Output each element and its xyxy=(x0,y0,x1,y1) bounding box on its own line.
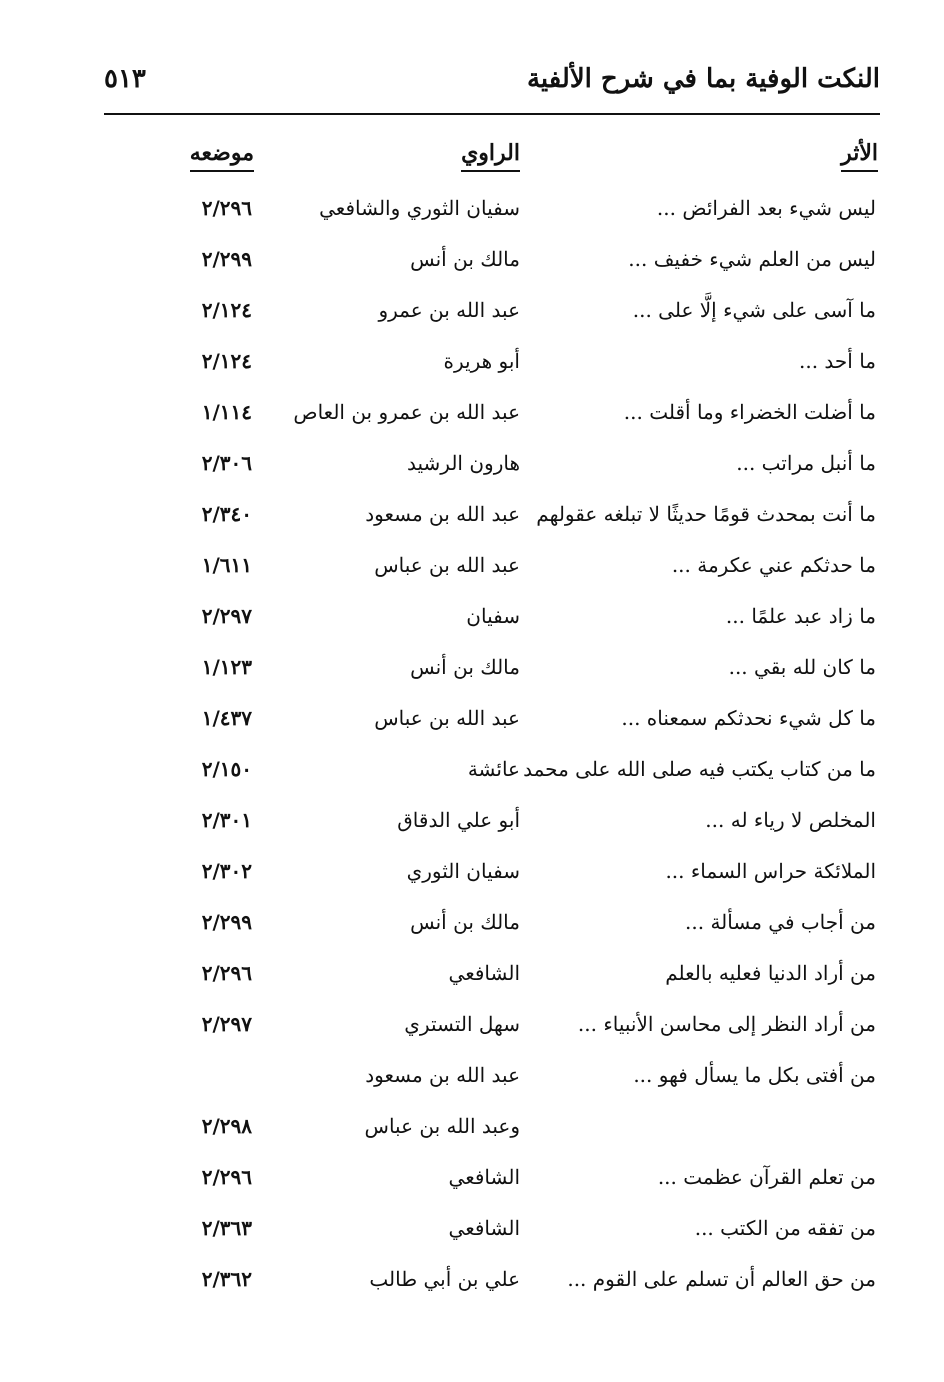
rawi-cell: سفيان xyxy=(466,604,520,628)
athar-cell: ما زاد عبد علمًا ... xyxy=(725,604,876,628)
athar-cell: ليس من العلم شيء خفيف ... xyxy=(628,247,876,271)
column-header-rawi: الراوي xyxy=(461,140,520,172)
rawi-cell: عبد الله بن عمرو بن العاص xyxy=(293,400,520,424)
mawdi-cell: ٢/٣٠١ xyxy=(201,808,252,832)
mawdi-cell: ١/٤٣٧ xyxy=(201,706,252,730)
table-row xyxy=(0,596,944,647)
athar-cell: من أفتى بكل ما يسأل فهو ... xyxy=(633,1063,876,1087)
rawi-cell: سفيان الثوري xyxy=(406,859,520,883)
running-title: النكت الوفية بما في شرح الألفية xyxy=(526,64,880,94)
rawi-cell: عبد الله بن عباس xyxy=(374,706,520,730)
rawi-cell: مالك بن أنس xyxy=(410,910,520,934)
table-row xyxy=(0,1004,944,1055)
rawi-cell: مالك بن أنس xyxy=(410,247,520,271)
rawi-cell: الشافعي xyxy=(448,1165,520,1189)
table-row xyxy=(0,1055,944,1106)
rawi-cell: عائشة xyxy=(467,757,520,781)
table-body xyxy=(0,188,944,1310)
table-row xyxy=(0,902,944,953)
table-row xyxy=(0,698,944,749)
athar-cell: ما من كتاب يكتب فيه صلى الله على محمد xyxy=(523,757,876,781)
table-row xyxy=(0,1157,944,1208)
rawi-cell: الشافعي xyxy=(448,1216,520,1240)
rawi-cell: عبد الله بن عباس xyxy=(374,553,520,577)
table-row xyxy=(0,1208,944,1259)
table-row xyxy=(0,188,944,239)
athar-cell: ما حدثكم عني عكرمة ... xyxy=(671,553,876,577)
table-row xyxy=(0,239,944,290)
mawdi-cell: ١/١١٤ xyxy=(201,400,252,424)
column-header-athar: الأثر xyxy=(841,140,878,172)
page-header xyxy=(104,64,880,112)
rawi-cell: مالك بن أنس xyxy=(410,655,520,679)
mawdi-cell: ٢/٢٩٩ xyxy=(201,247,252,271)
mawdi-cell: ٢/٣٠٦ xyxy=(201,451,252,475)
table-row xyxy=(0,545,944,596)
mawdi-cell: ٢/٢٩٨ xyxy=(201,1114,252,1138)
mawdi-cell: ٢/٣٦٣ xyxy=(201,1216,252,1240)
table-row xyxy=(0,749,944,800)
rawi-cell: سفيان الثوري والشافعي xyxy=(319,196,520,220)
athar-cell: ليس شيء بعد الفرائض ... xyxy=(656,196,876,220)
rawi-cell: سهل التستري xyxy=(404,1012,520,1036)
athar-cell: ما آسى على شيء إلَّا على ... xyxy=(632,298,876,322)
athar-cell: من تفقه من الكتب ... xyxy=(694,1216,876,1240)
athar-cell: الملائكة حراس السماء ... xyxy=(665,859,876,883)
mawdi-cell: ٢/١٢٤ xyxy=(201,298,252,322)
table-row xyxy=(0,1106,944,1157)
athar-cell: من حق العالم أن تسلم على القوم ... xyxy=(567,1267,876,1291)
mawdi-cell: ٢/٢٩٦ xyxy=(201,196,252,220)
page-number: ٥١٣ xyxy=(104,64,146,94)
mawdi-cell: ٢/١٥٠ xyxy=(201,757,252,781)
rawi-cell: هارون الرشيد xyxy=(407,451,520,475)
athar-cell: المخلص لا رياء له ... xyxy=(705,808,876,832)
rawi-cell: عبد الله بن مسعود xyxy=(365,1063,520,1087)
rawi-cell: علي بن أبي طالب xyxy=(369,1267,520,1291)
athar-cell: ما أنت بمحدث قومًا حديثًا لا تبلغه عقولهم xyxy=(536,502,876,526)
table-row xyxy=(0,290,944,341)
header-rule xyxy=(104,113,880,115)
table-header xyxy=(0,140,944,184)
mawdi-cell: ٢/٣٠٢ xyxy=(201,859,252,883)
athar-cell: من أجاب في مسألة ... xyxy=(685,910,876,934)
athar-cell: ما كل شيء نحدثكم سمعناه ... xyxy=(621,706,876,730)
table-row xyxy=(0,341,944,392)
table-row xyxy=(0,953,944,1004)
rawi-cell: أبو هريرة xyxy=(443,349,520,373)
rawi-cell: الشافعي xyxy=(448,961,520,985)
athar-cell: ما أحد ... xyxy=(798,349,876,373)
athar-cell: ما كان لله بقي ... xyxy=(728,655,876,679)
rawi-cell: عبد الله بن مسعود xyxy=(365,502,520,526)
mawdi-cell: ٢/٢٩٦ xyxy=(201,1165,252,1189)
athar-cell: ما أنبل مراتب ... xyxy=(736,451,876,475)
athar-cell: من تعلم القرآن عظمت ... xyxy=(657,1165,876,1189)
athar-cell: من أراد النظر إلى محاسن الأنبياء ... xyxy=(577,1012,876,1036)
athar-cell: من أراد الدنيا فعليه بالعلم xyxy=(665,961,876,985)
table-row xyxy=(0,443,944,494)
rawi-cell: أبو علي الدقاق xyxy=(397,808,520,832)
mawdi-cell: ٢/٢٩٧ xyxy=(201,1012,252,1036)
athar-cell: ما أضلت الخضراء وما أقلت ... xyxy=(623,400,876,424)
rawi-cell: عبد الله بن عمرو xyxy=(378,298,520,322)
mawdi-cell: ٢/٢٩٦ xyxy=(201,961,252,985)
rawi-cell: وعبد الله بن عباس xyxy=(364,1114,520,1138)
mawdi-cell: ٢/٣٤٠ xyxy=(201,502,252,526)
table-row xyxy=(0,494,944,545)
mawdi-cell: ٢/٣٦٢ xyxy=(201,1267,252,1291)
mawdi-cell: ٢/١٢٤ xyxy=(201,349,252,373)
table-row xyxy=(0,851,944,902)
column-header-mawdi: موضعه xyxy=(190,140,254,172)
table-row xyxy=(0,392,944,443)
mawdi-cell: ٢/٢٩٧ xyxy=(201,604,252,628)
mawdi-cell: ١/٦١١ xyxy=(201,553,252,577)
table-row xyxy=(0,647,944,698)
mawdi-cell: ٢/٢٩٩ xyxy=(201,910,252,934)
table-row xyxy=(0,1259,944,1310)
mawdi-cell: ١/١٢٣ xyxy=(201,655,252,679)
table-row xyxy=(0,800,944,851)
